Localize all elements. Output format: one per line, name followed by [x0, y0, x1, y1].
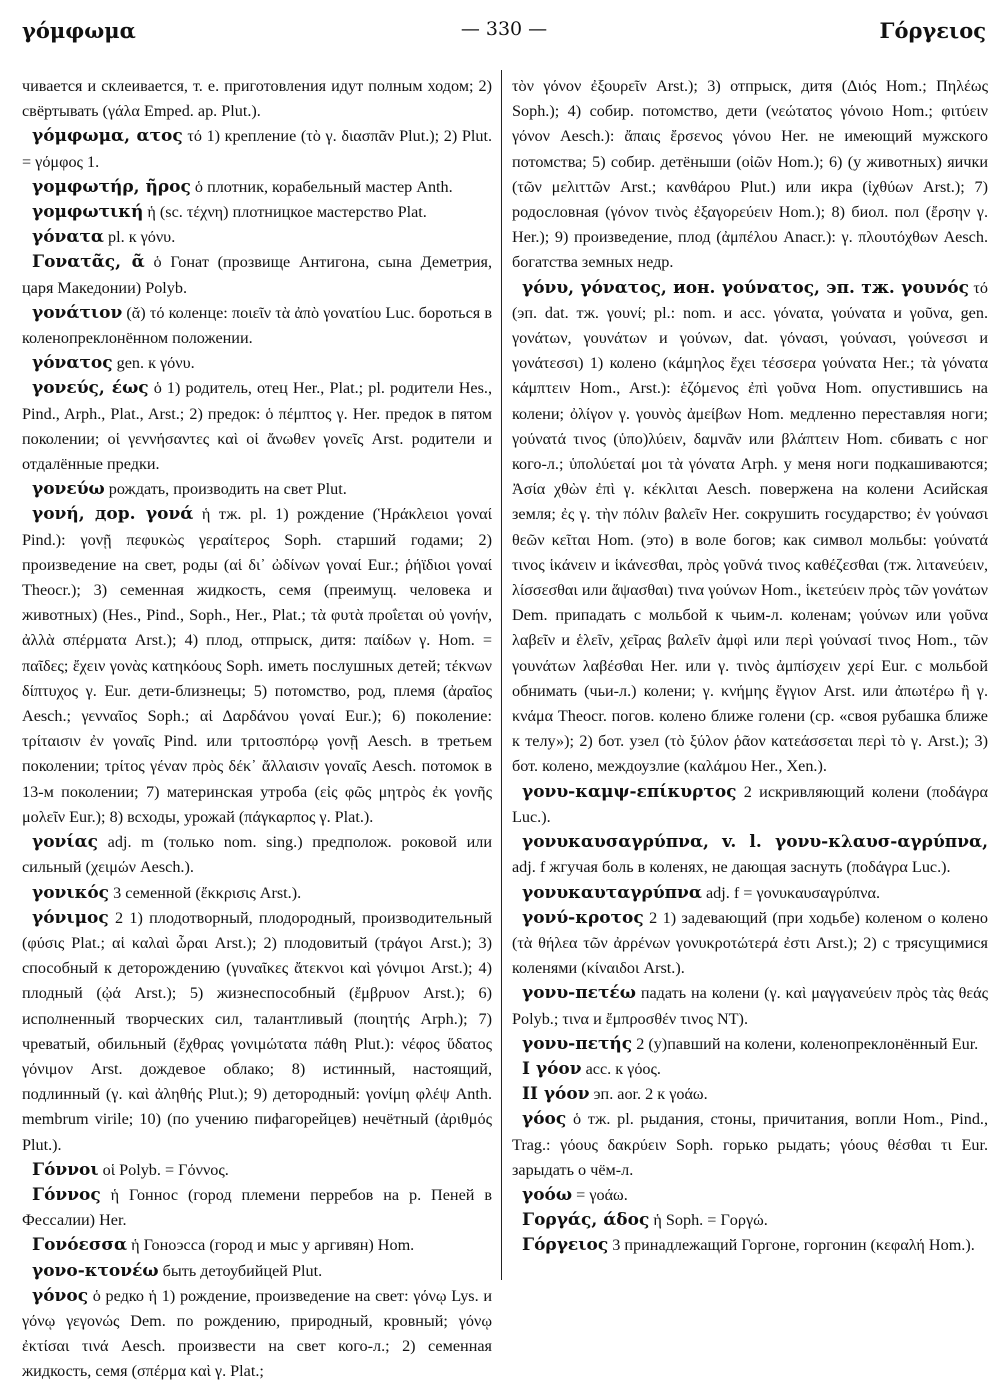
- entry-definition: ὁ тж. pl. рыдания, стоны, причитания, вопли Hom., Pind., Trag.: γόους δακρύειν Soph. горько рыдать; γόους θέσθαι τι Eur. зарыдать о чём-л.: [512, 1110, 989, 1179]
- entry-definition: 2 искривляющий колени (ποδάγρα Luc.).: [512, 782, 989, 826]
- entry-definition: gen. к γόνυ.: [116, 354, 195, 373]
- dictionary-entry: [512, 1057, 988, 1082]
- entry-definition: = γοάω.: [576, 1185, 628, 1204]
- dictionary-entry: [512, 74, 988, 276]
- dictionary-entry: [512, 981, 988, 1031]
- header-left-word: γόμφωμα: [22, 18, 136, 43]
- dictionary-entry: [22, 351, 492, 376]
- entry-headword: γόμφωμα, ατος: [32, 126, 183, 147]
- entry-definition: adj. f = γονυκαυσαγρύπνα.: [705, 883, 881, 902]
- entry-definition: 2 (у)павший на колени, коленопреклонённый Eur.: [636, 1034, 979, 1053]
- left-column: [22, 74, 493, 1381]
- entry-headword: γονο-κτονέω: [32, 1260, 159, 1281]
- dictionary-entry: [22, 1183, 492, 1233]
- dictionary-entry: [22, 1259, 492, 1284]
- dictionary-entry: [512, 276, 988, 780]
- entry-definition: падать на колени (γ. καὶ μαγγανεύειν πρὸς τὰς θεάς Polyb.; τινα и ἔμπροσθέν τινος NT).: [512, 984, 989, 1028]
- entry-definition: рождать, производить на свет Plut.: [108, 480, 347, 499]
- entry-headword: γονυ-πετής: [522, 1033, 633, 1054]
- dictionary-entry: [512, 1082, 988, 1107]
- entry-definition: pl. к γόνυ.: [108, 228, 176, 247]
- page-header: [22, 14, 986, 50]
- entry-headword: γόνιμος: [32, 907, 109, 928]
- entry-definition: ἡ Soph. = Γοργώ.: [653, 1211, 768, 1230]
- entry-definition: (ᾰ) τό коленце: ποιεῖν τὰ ἀπὸ γονατίου Luc. бороться в коленопреклонённом положении.: [22, 303, 492, 348]
- entry-definition: τὸν γόνον ἐξουρεῖν Arst.); 3) отпрыск, дитя (Διός Hom.; Πηλέως Soph.); 4) собир. потомство, дети (νεώτατος γόνοιο Hom.; φιτύειν γόνον Aesch.): ἄπαις ἔρσενος γόνου Her. не имеющий мужского потомства; 5) собир. детёныши (οἰῶν Hom.); 6) (у животных) яички (τῶν μελιττῶν Arst.; κανθάρου Plut.) или икра (ἰχθύων Arst.); 7) родословная (γόνον τινὸς ἐξαγορεύειν Hom.); 8) биол. пол (ἔρσην γ. Her.); 9) произведение, плод (ἀμπέλου Anacr.): γ. πλουτόχθων Aesch. богатства земных недр.: [512, 77, 988, 272]
- dictionary-entry: [22, 830, 492, 880]
- dictionary-entry: [22, 250, 492, 300]
- entry-headword: γόνατος: [32, 353, 113, 374]
- entry-headword: Γόργειος: [522, 1235, 609, 1256]
- dictionary-entry: [22, 74, 492, 124]
- entry-headword: Γοργάς, άδος: [522, 1210, 650, 1231]
- dictionary-entry: [22, 376, 492, 477]
- dictionary-entry: [22, 124, 492, 174]
- dictionary-entry: [22, 1233, 492, 1258]
- entry-headword: γόνος: [32, 1285, 89, 1306]
- entry-definition: acc. к γόος.: [585, 1059, 661, 1078]
- entry-definition: чивается и склеивается, т. е. приготовления идут полным ходом; 2) свёртывать (γάλα Emped. ap. Plut.).: [22, 77, 492, 121]
- entry-definition: οἱ Polyb. = Γόννος.: [102, 1160, 229, 1179]
- dictionary-entry: [512, 906, 988, 982]
- entry-headword: γοόω: [522, 1184, 573, 1205]
- entry-headword: γονή, дор. γονά: [32, 504, 194, 525]
- entry-definition: ἡ Гоноэсса (город и мыс у аргивян) Hom.: [131, 1236, 415, 1255]
- dictionary-entry: [512, 881, 988, 906]
- entry-headword: Γονόεσσα: [32, 1235, 128, 1256]
- dictionary-entry: [512, 1032, 988, 1057]
- dictionary-entry: [22, 175, 492, 200]
- entry-headword: γομφωτήρ, ῆρος: [32, 176, 191, 197]
- entry-headword: I γόον: [522, 1058, 582, 1079]
- dictionary-entry: [512, 830, 988, 880]
- dictionary-entry: [22, 477, 492, 502]
- column-divider: [501, 70, 502, 1280]
- entry-headword: Γονατᾶς, ᾶ: [32, 252, 145, 273]
- entry-headword: γονίας: [32, 832, 99, 853]
- dictionary-entry: [22, 881, 492, 906]
- entry-definition: ὁ Гонат (прозвище Антигона, сына Деметрия, царя Македонии) Polyb.: [22, 253, 493, 297]
- entry-headword: γόος: [522, 1109, 567, 1130]
- entry-headword: γονικός: [32, 882, 110, 903]
- entry-headword: γονυκαυταγρύπνα: [522, 882, 702, 903]
- dictionary-entry: [22, 1284, 492, 1385]
- entry-definition: быть детоубийцей Plut.: [162, 1261, 323, 1280]
- right-column: [512, 74, 988, 1280]
- entry-definition: τό (эп. dat. тж. γουνί; pl.: nom. и acc. γόνατα, γούνατα и γοῦνα, gen. γονάτων, γουνάτων и γούνων, dat. γόνασι, γούνασι, γούνεσσι и γονάτεσσι) 1) колено (κάμηλος ἔχει τέσσερα γούνατα Her.; τὰ γόνατα κάμπτειν Hom., Arst.): ἑζόμενος ἐπὶ γοῦνα Hom. опустившись на колени; ὀλίγον γ. γουνὸς ἀμείβων Hom. медленно переставляя ноги; γούνατά τινος (ὑπο)λύειν, δαμνᾶν или βλάπτειν Hom. сбивать с ног кого-л.; ὑπολύεταί μοι τὰ γόνατα Arph. у меня ноги подкашиваются; Ἀσία χθὼν ἐπὶ γ. κέκλιται Aesch. повержена на колени Асийская земля; ἐς γ. τὴν πόλιν βαλεῖν Her. сокрушить государство; ἐν γούνασι θεῶν κεῖται Hom. (это) в воле богов; как символ мольбы: γούνατά τινος ἱκάνειν и ἱκάνεσθαι, πρὸς γοῦνά τινος καθέζεσθαι (тж. λιτανεύειν, λίσσεσθαι или ἅψασθαι) τινα γούνων Hom., ἱκετεύειν πρὸς τῶν γονάτων Dem. припадать с мольбой к чьим-л. коленам; γούνων или γοῦνα λαβεῖν и ἑλεῖν, χεῖρας βαλεῖν ἀμφὶ или περὶ γούνασί τινος Hom., τῶν γουνάτων λαβέσθαι Her. или γ. τινὸς ἀμπίσχειν χερί Eur. с мольбой обнимать (чьи-л.) колени; γ. κνήμης ἔγγιον Arst. или ἀπωτέρω ἢ γ. κνάμα Theocr. погов. колено ближе голени (ср. «своя рубашка ближе к телу»); 2) бот. узел (τὸ ξύλον ῥᾶον κατεάσσεται περὶ τὸ γ. Arst.); 3) бот. колено, междоузлие (καλάμου Her., Xen.).: [512, 278, 988, 776]
- entry-headword: γονύ-κροτος: [522, 907, 644, 928]
- entry-definition: adj. m (только nom. sing.) предполож. роковой или сильный (χειμών Aesch.).: [22, 833, 492, 877]
- entry-headword: γόνυ, γόνατος, ион. γούνατος, эп. тж. γουνός: [522, 277, 969, 298]
- entry-headword: γονεύω: [32, 479, 105, 500]
- dictionary-entry: [22, 906, 492, 1158]
- entry-headword: γόνατα: [32, 227, 104, 248]
- dictionary-entry: [22, 225, 492, 250]
- entry-definition: эп. aor. 2 к γοάω.: [593, 1085, 708, 1104]
- entry-headword: γονυ-πετέω: [522, 983, 636, 1004]
- entry-definition: 3 семенной (ἔκκρισις Arst.).: [113, 883, 302, 902]
- entry-definition: τό 1) крепление (τὸ γ. διασπᾶν Plut.); 2) Plut. = γόμφος 1.: [22, 127, 492, 171]
- entry-definition: 2 1) плодотворный, плодородный, производительный (φύσις Plat.; αἱ καλαὶ ὧραι Arst.); 2) плодовитый (τράγοι Arst.); 3) способный к деторождению (γυναῖκες ἄτεκνοι καὶ γόνιμοι Arst.); 4) плодный (ᾠά Arst.); 5) жизнеспособный (ἔμβρυον Arst.); 6) исполненный творческих сил, талантливый (ποιητής Arph.); 7) чреватый, обильный (ἔχθρας γονιμώτατα πάθη Plut.): νέφος ὕδατος γόνιμον Arst. дождевое облако; 8) истинный, настоящий, подлинный (γ. καὶ ἀληθής Plut.); 9) детородный: γονίμη φλέψ Anth. membrum virile; 10) (по учению пифагорейцев) нечётный (ἀριθμός Plut.).: [22, 908, 492, 1154]
- entry-headword: γονεύς, έως: [32, 378, 149, 399]
- entry-definition: ἡ тж. pl. 1) рождение (Ἡράκλειοι γοναί Pind.): γονῇ πεφυκὼς γεραίτερος Soph. старший годами; 2) произведение на свет, роды (αἱ δι᾽ ὠδίνων γοναί Eur.; ῥήϊδιοι γοναί Theocr.); 3) семенная жидкость, семя (преимущ. человека и животных) (Hes., Pind., Soph., Her., Plat.; τὰ φυτὰ προΐεται οὐ γονήν, ἀλλὰ σπέρματα Arst.); 4) плод, отпрыск, дитя: παίδων γ. Hom. = παῖδες; ἔχειν γονὰς κατηκόους Soph. иметь послушных детей; τέκνων δίπτυχος γ. Eur. дети-близнецы; 5) потомство, род, племя (ἀραῖος Aesch.; γενναῖος Soph.; αἱ Δαρδάνου γοναί Eur.); 6) поколение: τρίταισιν ἐν γοναῖς Pind. или τριτοσπόρῳ γονῇ Aesch. в третьем поколении; τρίτος γέναν πρὸς δέκ᾽ ἄλλαισιν γοναῖς Aesch. потомок в 13-м поколении; 7) материнская утроба (εἰς φῶς μητρὸς ἐκ γονῆς μολεῖν Eur.); 8) всходы, урожай (πάγκαρπος γ. Plat.).: [22, 505, 493, 826]
- dictionary-entry: [22, 200, 492, 225]
- entry-headword: γονυκαυσαγρύπνα, v. l. γονυ-κλαυσ-αγρύπνα,: [522, 832, 988, 853]
- dictionary-entry: [512, 780, 988, 830]
- header-right-word: Γόργειος: [879, 18, 986, 43]
- dictionary-entry: [512, 1233, 988, 1258]
- entry-headword: II γόον: [522, 1084, 590, 1105]
- dictionary-entry: [22, 502, 492, 830]
- entry-definition: adj. f жгучая боль в коленях, не дающая заснуть (ποδάγρα Luc.).: [512, 858, 951, 877]
- page-number: — 330 —: [460, 18, 548, 40]
- entry-definition: ὁ 1) родитель, отец Her., Plat.; pl. родители Hes., Pind., Arph., Plat., Arst.; 2) предок: ὁ πέμπτος γ. Her. предок в пятом поколении; οἱ γεννήσαντες καὶ οἱ ἄνωθεν γονεῖς Arst. родители и отдалённые предки.: [22, 379, 493, 474]
- dictionary-entry: [512, 1183, 988, 1208]
- dictionary-entry: [512, 1208, 988, 1233]
- entry-headword: Γόννος: [32, 1184, 101, 1205]
- dictionary-entry: [512, 1107, 988, 1183]
- entry-definition: ἡ Гоннос (город племени перребов на р. Пеней в Фессалии) Her.: [22, 1185, 492, 1230]
- entry-headword: γομφωτική: [32, 202, 144, 223]
- entry-definition: ὁ редко ἡ 1) рождение, произведение на свет: γόνῳ Lys. и γόνῳ γεγονώς Dem. по рождению, природный, кровный; γόνῳ ἐκτίσαι τινά Aesch. произвести на свет кого-л.; 2) семенная жидкость, семя (σπέρμα καὶ γ. Plat.;: [22, 1286, 492, 1381]
- entry-headword: γονυ-καμψ-επίκυρτος: [522, 781, 737, 802]
- entry-headword: γονάτιον: [32, 302, 123, 323]
- entry-headword: Γόννοι: [32, 1159, 99, 1180]
- entry-definition: ὁ плотник, корабельный мастер Anth.: [194, 177, 453, 196]
- dictionary-entry: [22, 301, 492, 351]
- dictionary-entry: [22, 1158, 492, 1183]
- entry-definition: 3 принадлежащий Горгоне, горгонин (κεφαλή Hom.).: [612, 1236, 975, 1255]
- entry-definition: 2 1) задевающий (при ходьбе) коленом о колено (τὰ θήλεα τῶν ἀρρένων γονυκροτώτερά ἐστι Arst.); 2) с трясущимися коленями (κίναιδοι Arst.).: [512, 908, 989, 978]
- entry-definition: ἡ (sc. τέχνη) плотницкое мастерство Plat.: [147, 203, 427, 222]
